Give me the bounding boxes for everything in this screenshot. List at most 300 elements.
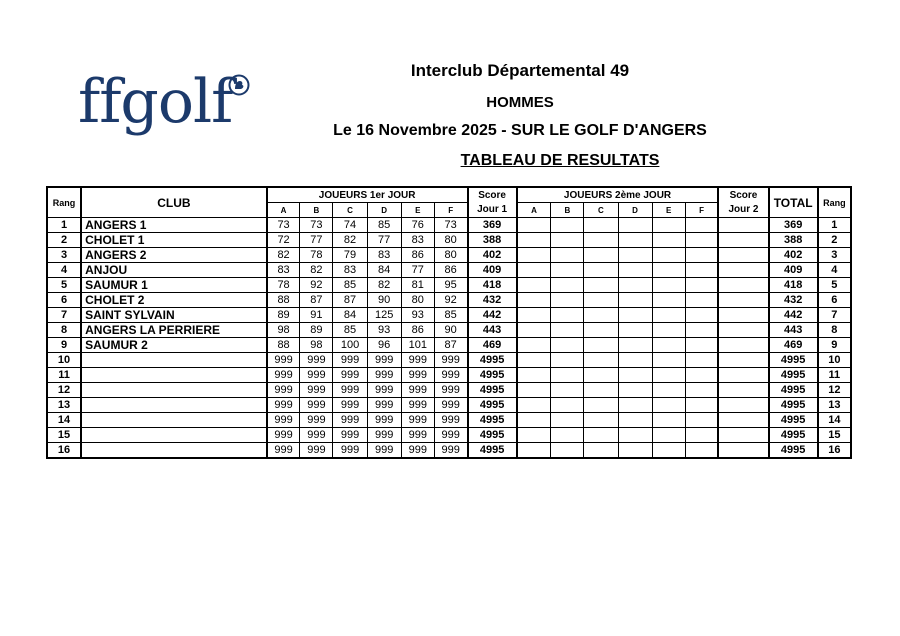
day1-score-cell: 88 — [267, 293, 300, 308]
score-day1-cell: 369 — [468, 218, 517, 233]
final-rank-cell: 8 — [818, 323, 851, 338]
day1-score-cell: 999 — [401, 413, 434, 428]
day1-score-cell: 999 — [367, 368, 401, 383]
total-cell: 418 — [769, 278, 818, 293]
score-day1-header: Score — [468, 187, 517, 203]
day1-player-e-header: E — [401, 203, 434, 218]
table-row — [47, 398, 851, 413]
day2-score-cell — [652, 443, 685, 459]
table-row — [47, 293, 851, 308]
day2-score-cell — [517, 353, 551, 368]
day2-score-cell — [685, 293, 718, 308]
event-title: Interclub Départemental 49 — [410, 61, 630, 80]
score-day1-cell: 418 — [468, 278, 517, 293]
day1-score-cell: 999 — [434, 428, 467, 443]
day1-score-cell: 85 — [333, 278, 367, 293]
day2-score-cell — [618, 293, 652, 308]
day1-score-cell: 83 — [401, 233, 434, 248]
day1-score-cell: 999 — [300, 353, 333, 368]
table-row — [47, 443, 851, 459]
day2-score-cell — [551, 323, 584, 338]
final-rank-cell: 7 — [818, 308, 851, 323]
score-day1-cell: 443 — [468, 323, 517, 338]
day1-player-f-header: F — [434, 203, 467, 218]
day2-score-cell — [584, 428, 618, 443]
score-day1-cell: 4995 — [468, 398, 517, 413]
day2-score-cell — [652, 428, 685, 443]
day2-score-cell — [584, 413, 618, 428]
club-cell: SAUMUR 1 — [81, 278, 267, 293]
score-day2-cell — [718, 413, 768, 428]
day2-score-cell — [517, 368, 551, 383]
total-cell: 4995 — [769, 353, 818, 368]
day1-score-cell: 999 — [434, 383, 467, 398]
day2-score-cell — [517, 293, 551, 308]
day1-score-cell: 999 — [367, 398, 401, 413]
day2-score-cell — [618, 428, 652, 443]
day2-score-cell — [618, 383, 652, 398]
day2-score-cell — [517, 443, 551, 459]
day2-score-cell — [584, 398, 618, 413]
day2-score-cell — [517, 308, 551, 323]
day1-score-cell: 80 — [434, 233, 467, 248]
day2-score-cell — [551, 368, 584, 383]
day2-score-cell — [517, 278, 551, 293]
final-rank-cell: 14 — [818, 413, 851, 428]
day1-score-cell: 89 — [267, 308, 300, 323]
day1-score-cell: 90 — [434, 323, 467, 338]
club-cell — [81, 413, 267, 428]
rank-cell: 16 — [47, 443, 81, 459]
day1-score-cell: 999 — [367, 383, 401, 398]
score-day2-cell — [718, 338, 768, 353]
day2-score-cell — [685, 263, 718, 278]
score-day1-cell: 4995 — [468, 353, 517, 368]
day1-score-cell: 999 — [401, 428, 434, 443]
score-day2-cell — [718, 278, 768, 293]
day1-score-cell: 96 — [367, 338, 401, 353]
table-row — [47, 308, 851, 323]
day1-score-cell: 87 — [300, 293, 333, 308]
day1-score-cell: 83 — [267, 263, 300, 278]
day2-score-cell — [685, 218, 718, 233]
day2-player-a-header: A — [517, 203, 551, 218]
club-header: CLUB — [81, 187, 267, 218]
day1-score-cell: 999 — [267, 353, 300, 368]
table-row — [47, 413, 851, 428]
day1-score-cell: 86 — [401, 323, 434, 338]
day1-score-cell: 83 — [367, 248, 401, 263]
day1-score-cell: 74 — [333, 218, 367, 233]
day2-score-cell — [584, 338, 618, 353]
day2-score-cell — [652, 413, 685, 428]
day1-score-cell: 98 — [267, 323, 300, 338]
club-cell: ANJOU — [81, 263, 267, 278]
total-cell: 388 — [769, 233, 818, 248]
club-cell — [81, 443, 267, 459]
total-cell: 4995 — [769, 413, 818, 428]
day1-score-cell: 999 — [333, 368, 367, 383]
day1-score-cell: 999 — [401, 398, 434, 413]
day1-score-cell: 80 — [401, 293, 434, 308]
day1-score-cell: 999 — [401, 368, 434, 383]
total-cell: 442 — [769, 308, 818, 323]
day1-player-d-header: D — [367, 203, 401, 218]
rank-cell: 2 — [47, 233, 81, 248]
day1-score-cell: 93 — [367, 323, 401, 338]
table-row — [47, 368, 851, 383]
score-day2-cell — [718, 398, 768, 413]
club-cell: CHOLET 2 — [81, 293, 267, 308]
day1-score-cell: 999 — [367, 353, 401, 368]
final-rank-cell: 11 — [818, 368, 851, 383]
day1-score-cell: 78 — [300, 248, 333, 263]
score-day2-cell — [718, 233, 768, 248]
rank-cell: 4 — [47, 263, 81, 278]
day2-score-cell — [652, 263, 685, 278]
score-day2-subheader: Jour 2 — [718, 203, 768, 218]
table-row — [47, 338, 851, 353]
day2-score-cell — [584, 218, 618, 233]
day2-score-cell — [652, 308, 685, 323]
day2-score-cell — [618, 263, 652, 278]
day1-score-cell: 81 — [401, 278, 434, 293]
table-row — [47, 248, 851, 263]
day2-score-cell — [618, 413, 652, 428]
day1-score-cell: 90 — [367, 293, 401, 308]
day2-score-cell — [685, 308, 718, 323]
score-day1-cell: 4995 — [468, 368, 517, 383]
score-day2-cell — [718, 368, 768, 383]
day2-score-cell — [551, 293, 584, 308]
score-day2-cell — [718, 293, 768, 308]
day1-score-cell: 999 — [267, 413, 300, 428]
final-rank-cell: 3 — [818, 248, 851, 263]
day2-score-cell — [551, 278, 584, 293]
rank-cell: 14 — [47, 413, 81, 428]
day1-score-cell: 999 — [267, 398, 300, 413]
day2-player-b-header: B — [551, 203, 584, 218]
day2-score-cell — [584, 233, 618, 248]
rank-cell: 11 — [47, 368, 81, 383]
day1-score-cell: 999 — [434, 398, 467, 413]
day2-score-cell — [685, 443, 718, 459]
day2-score-cell — [618, 218, 652, 233]
day1-score-cell: 73 — [267, 218, 300, 233]
rank-cell: 3 — [47, 248, 81, 263]
day1-player-a-header: A — [267, 203, 300, 218]
day2-score-cell — [584, 383, 618, 398]
day1-score-cell: 83 — [333, 263, 367, 278]
rang-final-header: Rang — [818, 187, 851, 218]
day2-score-cell — [517, 383, 551, 398]
total-cell: 4995 — [769, 398, 818, 413]
day1-score-cell: 92 — [434, 293, 467, 308]
day2-score-cell — [551, 398, 584, 413]
day2-score-cell — [517, 218, 551, 233]
day2-score-cell — [517, 323, 551, 338]
day1-score-cell: 999 — [300, 398, 333, 413]
rank-cell: 6 — [47, 293, 81, 308]
table-row — [47, 353, 851, 368]
final-rank-cell: 5 — [818, 278, 851, 293]
results-table — [46, 186, 852, 459]
club-cell — [81, 428, 267, 443]
day2-score-cell — [551, 353, 584, 368]
day1-score-cell: 84 — [333, 308, 367, 323]
day2-score-cell — [652, 338, 685, 353]
total-cell: 4995 — [769, 368, 818, 383]
day1-score-cell: 82 — [367, 278, 401, 293]
day2-score-cell — [551, 443, 584, 459]
day1-score-cell: 999 — [367, 443, 401, 459]
day1-score-cell: 80 — [434, 248, 467, 263]
day1-score-cell: 999 — [300, 383, 333, 398]
final-rank-cell: 15 — [818, 428, 851, 443]
day2-score-cell — [652, 248, 685, 263]
day1-score-cell: 999 — [300, 428, 333, 443]
score-day1-cell: 442 — [468, 308, 517, 323]
day1-score-cell: 999 — [333, 353, 367, 368]
day2-score-cell — [584, 308, 618, 323]
day2-score-cell — [551, 338, 584, 353]
day2-score-cell — [584, 278, 618, 293]
day1-score-cell: 101 — [401, 338, 434, 353]
day2-score-cell — [584, 323, 618, 338]
table-row — [47, 233, 851, 248]
club-cell — [81, 368, 267, 383]
day1-score-cell: 79 — [333, 248, 367, 263]
day2-score-cell — [685, 338, 718, 353]
day2-score-cell — [618, 443, 652, 459]
day1-score-cell: 87 — [333, 293, 367, 308]
day2-score-cell — [517, 428, 551, 443]
day1-score-cell: 78 — [267, 278, 300, 293]
day2-score-cell — [652, 323, 685, 338]
total-cell: 443 — [769, 323, 818, 338]
day1-score-cell: 76 — [401, 218, 434, 233]
day2-score-cell — [618, 338, 652, 353]
final-rank-cell: 2 — [818, 233, 851, 248]
day2-score-cell — [618, 248, 652, 263]
day1-score-cell: 85 — [367, 218, 401, 233]
club-cell — [81, 353, 267, 368]
rank-cell: 10 — [47, 353, 81, 368]
day1-score-cell: 77 — [401, 263, 434, 278]
day2-score-cell — [618, 233, 652, 248]
day2-score-cell — [551, 413, 584, 428]
score-day2-cell — [718, 323, 768, 338]
day2-score-cell — [584, 368, 618, 383]
day1-score-cell: 91 — [300, 308, 333, 323]
day2-player-e-header: E — [652, 203, 685, 218]
total-cell: 432 — [769, 293, 818, 308]
day1-score-cell: 87 — [434, 338, 467, 353]
day1-score-cell: 95 — [434, 278, 467, 293]
table-row — [47, 278, 851, 293]
total-cell: 409 — [769, 263, 818, 278]
day1-score-cell: 92 — [300, 278, 333, 293]
club-cell — [81, 383, 267, 398]
day1-score-cell: 999 — [267, 368, 300, 383]
day1-score-cell: 125 — [367, 308, 401, 323]
score-day2-cell — [718, 308, 768, 323]
day2-score-cell — [517, 233, 551, 248]
total-cell: 469 — [769, 338, 818, 353]
day1-score-cell: 999 — [333, 443, 367, 459]
final-rank-cell: 9 — [818, 338, 851, 353]
day2-score-cell — [584, 293, 618, 308]
day1-score-cell: 85 — [333, 323, 367, 338]
final-rank-cell: 16 — [818, 443, 851, 459]
day1-score-cell: 999 — [401, 443, 434, 459]
table-row — [47, 428, 851, 443]
day1-score-cell: 86 — [401, 248, 434, 263]
final-rank-cell: 12 — [818, 383, 851, 398]
day1-score-cell: 77 — [367, 233, 401, 248]
total-cell: 4995 — [769, 443, 818, 459]
day1-players-header: JOUEURS 1er JOUR — [267, 187, 468, 203]
day1-score-cell: 82 — [333, 233, 367, 248]
club-cell: ANGERS 2 — [81, 248, 267, 263]
club-cell: ANGERS LA PERRIERE — [81, 323, 267, 338]
day2-score-cell — [618, 323, 652, 338]
day2-score-cell — [685, 368, 718, 383]
day2-score-cell — [618, 353, 652, 368]
table-title: TABLEAU DE RESULTATS — [460, 152, 660, 169]
day2-score-cell — [652, 218, 685, 233]
day1-score-cell: 999 — [401, 353, 434, 368]
club-cell: SAINT SYLVAIN — [81, 308, 267, 323]
day1-score-cell: 86 — [434, 263, 467, 278]
table-row — [47, 263, 851, 278]
rank-cell: 15 — [47, 428, 81, 443]
total-cell: 402 — [769, 248, 818, 263]
day2-score-cell — [551, 428, 584, 443]
final-rank-cell: 10 — [818, 353, 851, 368]
score-day2-cell — [718, 428, 768, 443]
day2-score-cell — [584, 263, 618, 278]
day1-score-cell: 72 — [267, 233, 300, 248]
score-day2-cell — [718, 443, 768, 459]
day1-score-cell: 82 — [267, 248, 300, 263]
day2-score-cell — [652, 398, 685, 413]
day1-score-cell: 999 — [300, 443, 333, 459]
total-cell: 4995 — [769, 383, 818, 398]
day2-player-d-header: D — [618, 203, 652, 218]
day2-score-cell — [652, 353, 685, 368]
final-rank-cell: 1 — [818, 218, 851, 233]
day1-score-cell: 999 — [267, 428, 300, 443]
score-day1-cell: 4995 — [468, 428, 517, 443]
day2-score-cell — [685, 233, 718, 248]
table-row — [47, 383, 851, 398]
club-cell: SAUMUR 2 — [81, 338, 267, 353]
day1-score-cell: 73 — [434, 218, 467, 233]
score-day1-cell: 4995 — [468, 383, 517, 398]
day1-score-cell: 999 — [434, 443, 467, 459]
day2-score-cell — [652, 368, 685, 383]
total-cell: 369 — [769, 218, 818, 233]
club-cell: ANGERS 1 — [81, 218, 267, 233]
category-title: HOMMES — [486, 94, 554, 111]
rank-cell: 9 — [47, 338, 81, 353]
day1-score-cell: 999 — [401, 383, 434, 398]
score-day2-cell — [718, 248, 768, 263]
day2-score-cell — [517, 413, 551, 428]
day2-score-cell — [685, 353, 718, 368]
day2-score-cell — [584, 353, 618, 368]
score-day1-cell: 432 — [468, 293, 517, 308]
day2-score-cell — [618, 368, 652, 383]
day2-score-cell — [685, 323, 718, 338]
club-cell — [81, 398, 267, 413]
score-day1-cell: 469 — [468, 338, 517, 353]
day2-score-cell — [517, 263, 551, 278]
score-day2-cell — [718, 383, 768, 398]
day2-score-cell — [517, 398, 551, 413]
day2-score-cell — [517, 248, 551, 263]
score-day1-cell: 4995 — [468, 443, 517, 459]
day1-score-cell: 100 — [333, 338, 367, 353]
day2-score-cell — [652, 293, 685, 308]
rank-cell: 8 — [47, 323, 81, 338]
ffgolf-logo-text: ffgolf — [78, 67, 233, 137]
score-day2-header: Score — [718, 187, 768, 203]
total-cell: 4995 — [769, 428, 818, 443]
day1-score-cell: 85 — [434, 308, 467, 323]
total-header: TOTAL — [769, 187, 818, 218]
day1-score-cell: 82 — [300, 263, 333, 278]
day1-score-cell: 999 — [434, 413, 467, 428]
score-day2-cell — [718, 218, 768, 233]
day2-score-cell — [652, 233, 685, 248]
day1-score-cell: 999 — [367, 428, 401, 443]
day2-score-cell — [685, 398, 718, 413]
day2-player-c-header: C — [584, 203, 618, 218]
score-day1-subheader: Jour 1 — [468, 203, 517, 218]
day2-score-cell — [551, 248, 584, 263]
day1-score-cell: 89 — [300, 323, 333, 338]
score-day2-cell — [718, 263, 768, 278]
date-venue: Le 16 Novembre 2025 - SUR LE GOLF D'ANGERS — [333, 122, 707, 139]
day2-score-cell — [551, 218, 584, 233]
rank-cell: 5 — [47, 278, 81, 293]
day1-score-cell: 93 — [401, 308, 434, 323]
day2-score-cell — [685, 413, 718, 428]
rank-cell: 13 — [47, 398, 81, 413]
day1-score-cell: 98 — [300, 338, 333, 353]
day2-score-cell — [517, 338, 551, 353]
day1-score-cell: 999 — [267, 383, 300, 398]
score-day1-cell: 4995 — [468, 413, 517, 428]
score-day2-cell — [718, 353, 768, 368]
club-cell: CHOLET 1 — [81, 233, 267, 248]
day2-score-cell — [618, 308, 652, 323]
day2-score-cell — [618, 278, 652, 293]
score-day1-cell: 388 — [468, 233, 517, 248]
day2-score-cell — [685, 383, 718, 398]
header-row-1 — [47, 187, 851, 203]
day1-score-cell: 999 — [434, 368, 467, 383]
day2-score-cell — [551, 233, 584, 248]
day2-score-cell — [584, 248, 618, 263]
day1-score-cell: 73 — [300, 218, 333, 233]
score-day1-cell: 409 — [468, 263, 517, 278]
day2-score-cell — [685, 278, 718, 293]
day1-score-cell: 999 — [367, 413, 401, 428]
day2-score-cell — [551, 263, 584, 278]
